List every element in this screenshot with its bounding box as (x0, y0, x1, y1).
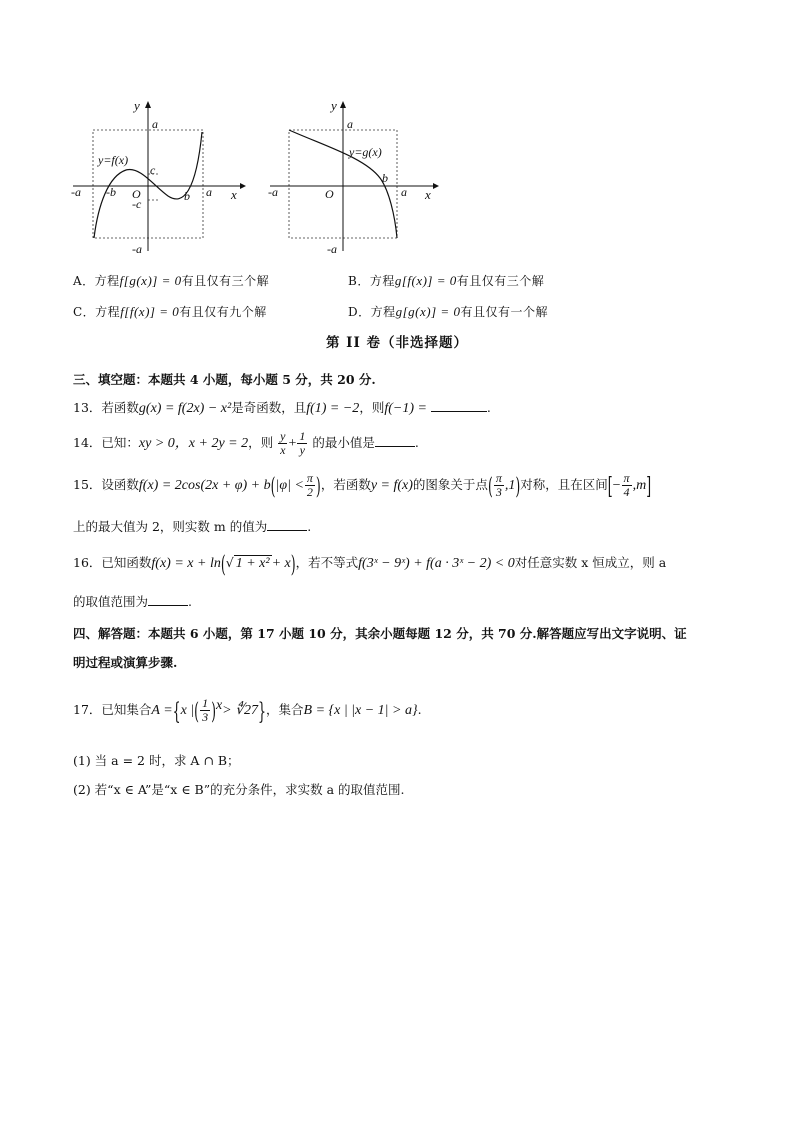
svg-text:O: O (325, 187, 334, 201)
svg-text:a: a (206, 185, 212, 199)
section-4-heading-line-1: 四、解答题：本题共 6 小题，第 17 小题 10 分，其余小题每题 12 分，共 70 分.解答题应写出文字说明、证 (73, 626, 687, 641)
svg-text:y=f(x): y=f(x) (98, 153, 129, 167)
svg-text:b: b (382, 171, 388, 185)
svg-text:y=g(x): y=g(x) (349, 145, 382, 159)
option-a[interactable]: A．方程f[g(x)] = 0有且仅有三个解 (73, 273, 270, 288)
question-13: 13．若函数g(x) = f(2x) − x²是奇函数，且f(1) = −2，则f(−1) = . (73, 400, 491, 416)
graph-f (68, 96, 248, 256)
option-c[interactable]: C．方程f[f(x)] = 0有且仅有九个解 (73, 304, 267, 319)
svg-text:c: c (150, 163, 156, 177)
x-axis-label: x (231, 187, 237, 202)
section-3-heading: 三、填空题：本题共 4 小题，每小题 5 分，共 20 分. (73, 372, 376, 387)
question-15: 15．设函数f(x) = 2cos(2x + φ) + b(|φ| < $\frac{\pi}{2}$ )，若函数y = f(x)的图象关于点( $\frac{\pi}{3}$ ,1)对称，且在区间[− $\frac{\pi}{4}$ ,m] (73, 471, 652, 500)
svg-text:-c: -c (132, 197, 142, 211)
graph-g (265, 96, 445, 256)
question-14: 14．已知：xy > 0，x + 2y = 2，则 $\frac{y}{x}$ + $\frac{1}{y}$ 的最小值是 . (73, 429, 419, 457)
question-17: 17．已知集合A ={x |( $\frac{1}{3}$ )$^x$> ∜27}，集合B = {x | |x − 1| > a}. (73, 696, 422, 725)
question-17-part-1: (1) 当 a = 2 时，求 A ∩ B； (73, 753, 240, 768)
svg-text:a: a (152, 117, 158, 131)
svg-text:b: b (184, 189, 190, 203)
svg-text:x: x (425, 187, 431, 202)
volume-2-title: 第 II 卷（非选择题） (325, 335, 469, 351)
svg-text:-a: -a (71, 185, 81, 199)
svg-text:-b: -b (106, 185, 116, 199)
svg-text:-a: -a (132, 242, 142, 256)
svg-text:y: y (331, 98, 337, 113)
svg-text:-a: -a (327, 242, 337, 256)
svg-text:-a: -a (268, 185, 278, 199)
question-17-part-2: (2) 若“x ∈ A”是“x ∈ B”的充分条件，求实数 a 的取值范围. (73, 782, 405, 797)
question-15-line-2: 上的最大值为 2，则实数 m 的值为 . (73, 519, 312, 534)
y-axis-label: y (134, 98, 140, 113)
section-4-heading-line-2: 明过程或演算步骤. (73, 655, 178, 670)
svg-text:a: a (401, 185, 407, 199)
answer-blank[interactable] (148, 595, 188, 606)
question-16: 16．已知函数f(x) = x + ln(√ 1 + x² + x)，若不等式f(3ˣ − 9ˣ) + f(a · 3ˣ − 2) < 0对任意实数 x 恒成立，则 a (73, 549, 667, 578)
option-b[interactable]: B．方程g[f(x)] = 0有且仅有三个解 (348, 273, 545, 288)
answer-blank[interactable] (267, 520, 307, 531)
svg-text:a: a (347, 117, 353, 131)
answer-blank[interactable] (375, 436, 415, 447)
answer-blank[interactable] (431, 401, 487, 412)
svg-text:O: O (132, 187, 141, 201)
question-16-line-2: 的取值范围为 . (73, 594, 192, 609)
option-d[interactable]: D．方程g[g(x)] = 0有且仅有一个解 (348, 304, 548, 319)
